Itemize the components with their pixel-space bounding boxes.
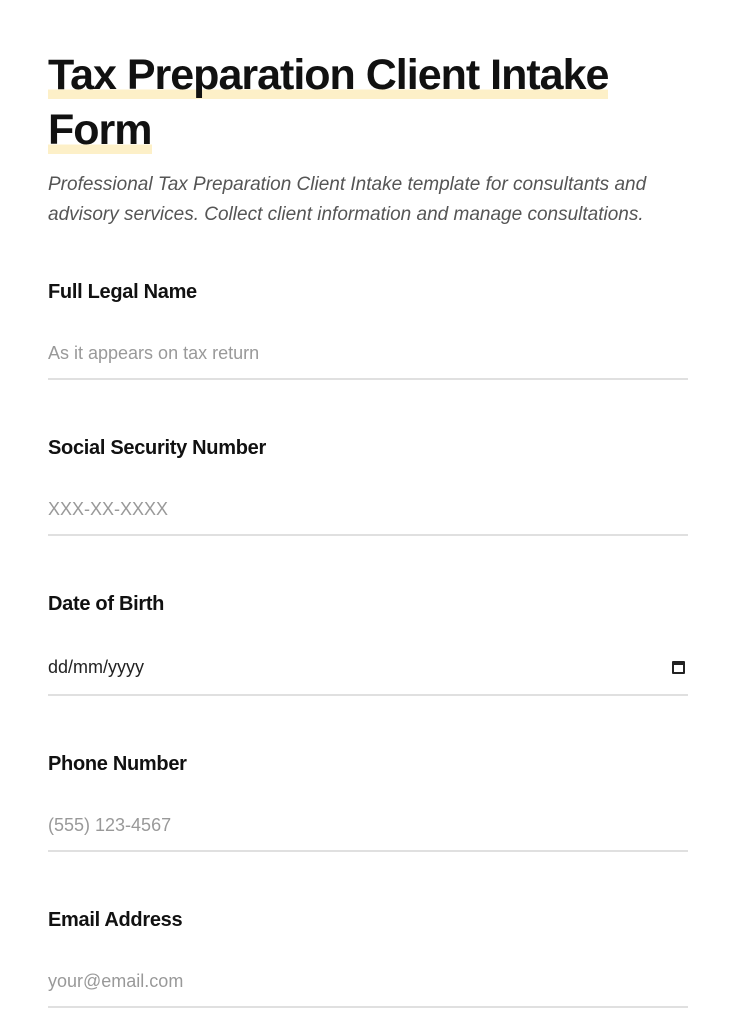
field-phone-number [48, 752, 688, 852]
field-ssn [48, 436, 688, 536]
field-label: Phone Number [48, 753, 187, 775]
field-full-legal-name [48, 280, 688, 380]
field-email-address [48, 908, 688, 1008]
full-legal-name-input[interactable] [48, 328, 688, 380]
page-subtitle: Professional Tax Preparation Client Intake template for consultants and advisory services. Collect client information and manage consultations. [48, 174, 647, 225]
field-label: Full Legal Name [48, 281, 197, 303]
date-of-birth-input[interactable] [48, 640, 688, 696]
placeholder: XXX-XX-XXXX [48, 498, 169, 519]
page-title: Tax Preparation Client Intake Form [48, 51, 609, 154]
field-label: Email Address [48, 909, 183, 931]
calendar-icon[interactable] [672, 661, 685, 674]
email-address-input[interactable] [48, 956, 688, 1008]
ssn-input[interactable] [48, 484, 688, 536]
placeholder: As it appears on tax return [48, 342, 260, 363]
placeholder: (555) 123-4567 [48, 814, 172, 835]
field-label: Date of Birth [48, 593, 165, 615]
placeholder: your@email.com [48, 970, 184, 991]
placeholder: dd/mm/yyyy [48, 656, 145, 677]
phone-number-input[interactable] [48, 800, 688, 852]
field-date-of-birth [48, 592, 688, 696]
field-label: Social Security Number [48, 437, 266, 459]
